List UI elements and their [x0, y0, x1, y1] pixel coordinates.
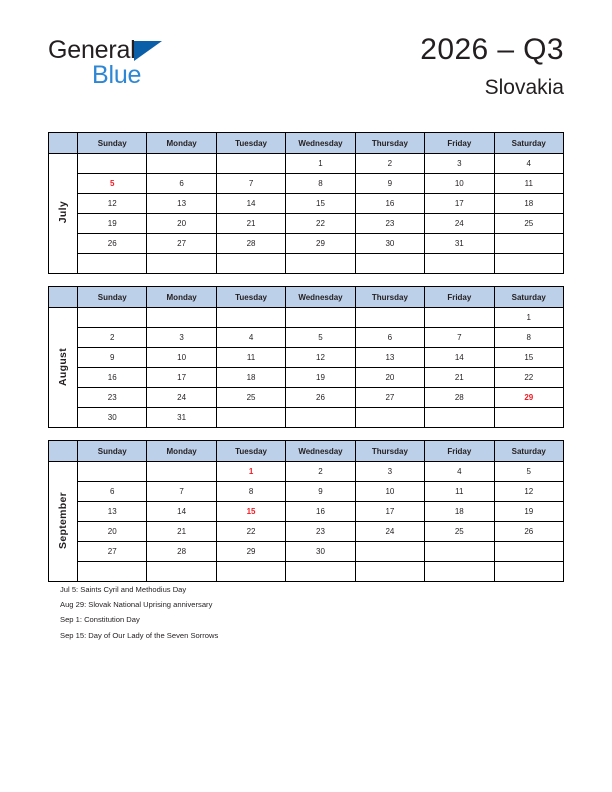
day-cell-july-31[interactable]: 31	[425, 234, 494, 254]
day-cell-july-8[interactable]: 8	[286, 174, 355, 194]
day-cell-august-20[interactable]: 20	[355, 368, 424, 388]
calendar-grid-september	[48, 440, 564, 582]
month-table-september	[48, 440, 564, 582]
day-cell-empty	[286, 562, 355, 582]
week-row	[49, 254, 564, 274]
weekday-header-saturday: Saturday	[494, 441, 563, 462]
day-cell-august-19[interactable]: 19	[286, 368, 355, 388]
weekday-header-saturday: Saturday	[494, 287, 563, 308]
day-cell-september-20[interactable]: 20	[78, 522, 147, 542]
day-cell-empty	[147, 254, 216, 274]
month-table-august	[48, 286, 564, 428]
holiday-notes-list	[60, 582, 540, 643]
logo-text-blue: Blue	[92, 61, 142, 89]
weekday-header-tuesday: Tuesday	[216, 441, 285, 462]
day-cell-september-24[interactable]: 24	[355, 522, 424, 542]
day-cell-july-28[interactable]: 28	[216, 234, 285, 254]
day-cell-empty	[216, 562, 285, 582]
week-row	[49, 348, 564, 368]
country-subtitle: Slovakia	[484, 76, 564, 99]
day-cell-empty	[216, 408, 285, 428]
day-cell-august-21[interactable]: 21	[425, 368, 494, 388]
day-cell-september-27[interactable]: 27	[78, 542, 147, 562]
weekday-header-wednesday: Wednesday	[286, 133, 355, 154]
day-cell-empty	[216, 254, 285, 274]
day-cell-august-12[interactable]: 12	[286, 348, 355, 368]
week-row	[49, 408, 564, 428]
day-cell-september-28[interactable]: 28	[147, 542, 216, 562]
day-cell-july-3[interactable]: 3	[425, 154, 494, 174]
day-cell-empty	[147, 462, 216, 482]
day-cell-empty	[216, 308, 285, 328]
day-cell-august-31[interactable]: 31	[147, 408, 216, 428]
weekday-header-tuesday: Tuesday	[216, 133, 285, 154]
day-cell-july-13[interactable]: 13	[147, 194, 216, 214]
day-cell-holiday-august-29[interactable]: 29	[494, 388, 563, 408]
day-cell-empty	[78, 462, 147, 482]
day-cell-july-24[interactable]: 24	[425, 214, 494, 234]
day-cell-september-16[interactable]: 16	[286, 502, 355, 522]
day-cell-september-29[interactable]: 29	[216, 542, 285, 562]
weekday-header-monday: Monday	[147, 287, 216, 308]
day-cell-july-21[interactable]: 21	[216, 214, 285, 234]
day-cell-july-2[interactable]: 2	[355, 154, 424, 174]
day-cell-july-1[interactable]: 1	[286, 154, 355, 174]
day-cell-august-1[interactable]: 1	[494, 308, 563, 328]
week-row	[49, 328, 564, 348]
day-cell-september-3[interactable]: 3	[355, 462, 424, 482]
day-cell-august-3[interactable]: 3	[147, 328, 216, 348]
day-cell-july-26[interactable]: 26	[78, 234, 147, 254]
weekday-header-monday: Monday	[147, 133, 216, 154]
day-cell-september-4[interactable]: 4	[425, 462, 494, 482]
day-cell-july-7[interactable]: 7	[216, 174, 285, 194]
weekday-header-wednesday: Wednesday	[286, 287, 355, 308]
month-label-header-cell	[49, 287, 78, 308]
day-cell-august-5[interactable]: 5	[286, 328, 355, 348]
day-cell-july-16[interactable]: 16	[355, 194, 424, 214]
weekday-header-wednesday: Wednesday	[286, 441, 355, 462]
day-cell-august-30[interactable]: 30	[78, 408, 147, 428]
day-cell-august-7[interactable]: 7	[425, 328, 494, 348]
day-cell-empty	[494, 254, 563, 274]
day-cell-empty	[425, 408, 494, 428]
day-cell-august-10[interactable]: 10	[147, 348, 216, 368]
day-cell-july-11[interactable]: 11	[494, 174, 563, 194]
week-row	[49, 368, 564, 388]
day-cell-september-9[interactable]: 9	[286, 482, 355, 502]
day-cell-july-15[interactable]: 15	[286, 194, 355, 214]
week-row	[49, 462, 564, 482]
weekday-header-thursday: Thursday	[355, 287, 424, 308]
day-cell-september-26[interactable]: 26	[494, 522, 563, 542]
day-cell-empty	[286, 408, 355, 428]
day-cell-july-27[interactable]: 27	[147, 234, 216, 254]
day-cell-july-12[interactable]: 12	[78, 194, 147, 214]
day-cell-july-20[interactable]: 20	[147, 214, 216, 234]
day-cell-september-12[interactable]: 12	[494, 482, 563, 502]
day-cell-august-8[interactable]: 8	[494, 328, 563, 348]
day-cell-august-6[interactable]: 6	[355, 328, 424, 348]
day-cell-september-23[interactable]: 23	[286, 522, 355, 542]
day-cell-july-6[interactable]: 6	[147, 174, 216, 194]
day-cell-empty	[286, 308, 355, 328]
week-row	[49, 562, 564, 582]
holiday-note-1: Jul 5: Saints Cyril and Methodius Day	[60, 585, 187, 594]
day-cell-july-19[interactable]: 19	[78, 214, 147, 234]
day-cell-holiday-september-1[interactable]: 1	[216, 462, 285, 482]
day-cell-september-17[interactable]: 17	[355, 502, 424, 522]
day-cell-august-26[interactable]: 26	[286, 388, 355, 408]
month-table-july	[48, 132, 564, 274]
weekday-header-sunday: Sunday	[78, 287, 147, 308]
day-cell-holiday-september-15[interactable]: 15	[216, 502, 285, 522]
day-cell-empty	[78, 254, 147, 274]
day-cell-september-10[interactable]: 10	[355, 482, 424, 502]
weekday-header-thursday: Thursday	[355, 441, 424, 462]
day-cell-september-13[interactable]: 13	[78, 502, 147, 522]
day-cell-august-9[interactable]: 9	[78, 348, 147, 368]
day-cell-empty	[147, 308, 216, 328]
weekday-header-monday: Monday	[147, 441, 216, 462]
day-cell-empty	[355, 562, 424, 582]
day-cell-august-17[interactable]: 17	[147, 368, 216, 388]
day-cell-july-17[interactable]: 17	[425, 194, 494, 214]
day-cell-empty	[216, 154, 285, 174]
day-cell-july-10[interactable]: 10	[425, 174, 494, 194]
day-cell-august-13[interactable]: 13	[355, 348, 424, 368]
day-cell-august-18[interactable]: 18	[216, 368, 285, 388]
week-row	[49, 522, 564, 542]
day-cell-empty	[425, 254, 494, 274]
day-cell-july-14[interactable]: 14	[216, 194, 285, 214]
day-cell-august-4[interactable]: 4	[216, 328, 285, 348]
day-cell-empty	[355, 254, 424, 274]
day-cell-august-2[interactable]: 2	[78, 328, 147, 348]
day-cell-july-25[interactable]: 25	[494, 214, 563, 234]
day-cell-september-18[interactable]: 18	[425, 502, 494, 522]
weekday-header-sunday: Sunday	[78, 441, 147, 462]
month-name-label: September	[56, 492, 69, 549]
day-cell-empty	[425, 308, 494, 328]
day-cell-september-19[interactable]: 19	[494, 502, 563, 522]
logo-triangle-icon	[134, 41, 162, 61]
day-cell-september-21[interactable]: 21	[147, 522, 216, 542]
day-cell-holiday-july-5[interactable]: 5	[78, 174, 147, 194]
day-cell-september-25[interactable]: 25	[425, 522, 494, 542]
week-row	[49, 308, 564, 328]
day-cell-empty	[286, 254, 355, 274]
day-cell-empty	[78, 308, 147, 328]
day-cell-july-29[interactable]: 29	[286, 234, 355, 254]
day-cell-august-28[interactable]: 28	[425, 388, 494, 408]
day-cell-july-30[interactable]: 30	[355, 234, 424, 254]
day-cell-empty	[494, 408, 563, 428]
day-cell-august-23[interactable]: 23	[78, 388, 147, 408]
weekday-header-tuesday: Tuesday	[216, 287, 285, 308]
day-cell-september-8[interactable]: 8	[216, 482, 285, 502]
week-row	[49, 542, 564, 562]
week-row	[49, 482, 564, 502]
day-cell-september-2[interactable]: 2	[286, 462, 355, 482]
month-label-header-cell	[49, 441, 78, 462]
weekday-header-friday: Friday	[425, 287, 494, 308]
day-cell-empty	[147, 562, 216, 582]
day-cell-july-22[interactable]: 22	[286, 214, 355, 234]
day-cell-september-14[interactable]: 14	[147, 502, 216, 522]
day-cell-july-18[interactable]: 18	[494, 194, 563, 214]
weekday-header-friday: Friday	[425, 133, 494, 154]
day-cell-august-22[interactable]: 22	[494, 368, 563, 388]
day-cell-september-5[interactable]: 5	[494, 462, 563, 482]
holiday-note-2: Aug 29: Slovak National Uprising anniversary	[60, 600, 213, 610]
day-cell-september-11[interactable]: 11	[425, 482, 494, 502]
general-blue-logo	[48, 36, 288, 92]
day-cell-august-24[interactable]: 24	[147, 388, 216, 408]
day-cell-empty	[355, 408, 424, 428]
day-cell-empty	[494, 562, 563, 582]
day-cell-empty	[425, 542, 494, 562]
weekday-header-row	[49, 133, 564, 154]
day-cell-july-23[interactable]: 23	[355, 214, 424, 234]
day-cell-august-16[interactable]: 16	[78, 368, 147, 388]
week-row	[49, 154, 564, 174]
month-name-label: July	[56, 201, 69, 224]
day-cell-empty	[78, 562, 147, 582]
day-cell-empty	[355, 308, 424, 328]
month-label-header-cell	[49, 133, 78, 154]
day-cell-empty	[147, 154, 216, 174]
weekday-header-sunday: Sunday	[78, 133, 147, 154]
weekday-header-row	[49, 441, 564, 462]
day-cell-empty	[494, 542, 563, 562]
calendar-grid-august	[48, 286, 564, 428]
month-name-cell-july	[49, 154, 78, 274]
day-cell-august-25[interactable]: 25	[216, 388, 285, 408]
logo-text-general: General	[48, 36, 136, 64]
week-row	[49, 194, 564, 214]
day-cell-july-4[interactable]: 4	[494, 154, 563, 174]
month-name-cell-august	[49, 308, 78, 428]
day-cell-empty	[494, 234, 563, 254]
day-cell-empty	[425, 562, 494, 582]
page-header	[0, 0, 612, 118]
day-cell-september-6[interactable]: 6	[78, 482, 147, 502]
page-title: 2026 – Q3	[420, 33, 564, 66]
week-row	[49, 234, 564, 254]
month-name-cell-september	[49, 462, 78, 582]
week-row	[49, 388, 564, 408]
day-cell-september-30[interactable]: 30	[286, 542, 355, 562]
day-cell-august-11[interactable]: 11	[216, 348, 285, 368]
day-cell-august-15[interactable]: 15	[494, 348, 563, 368]
week-row	[49, 174, 564, 194]
weekday-header-row	[49, 287, 564, 308]
holiday-note-4: Sep 15: Day of Our Lady of the Seven Sorrows	[60, 630, 219, 640]
calendar-grid-july	[48, 132, 564, 274]
day-cell-september-7[interactable]: 7	[147, 482, 216, 502]
holiday-note-3: Sep 1: Constitution Day	[60, 615, 140, 625]
weekday-header-thursday: Thursday	[355, 133, 424, 154]
day-cell-july-9[interactable]: 9	[355, 174, 424, 194]
day-cell-empty	[355, 542, 424, 562]
day-cell-empty	[78, 154, 147, 174]
day-cell-august-27[interactable]: 27	[355, 388, 424, 408]
weekday-header-friday: Friday	[425, 441, 494, 462]
week-row	[49, 214, 564, 234]
day-cell-september-22[interactable]: 22	[216, 522, 285, 542]
month-name-label: August	[56, 347, 69, 386]
weekday-header-saturday: Saturday	[494, 133, 563, 154]
week-row	[49, 502, 564, 522]
day-cell-august-14[interactable]: 14	[425, 348, 494, 368]
